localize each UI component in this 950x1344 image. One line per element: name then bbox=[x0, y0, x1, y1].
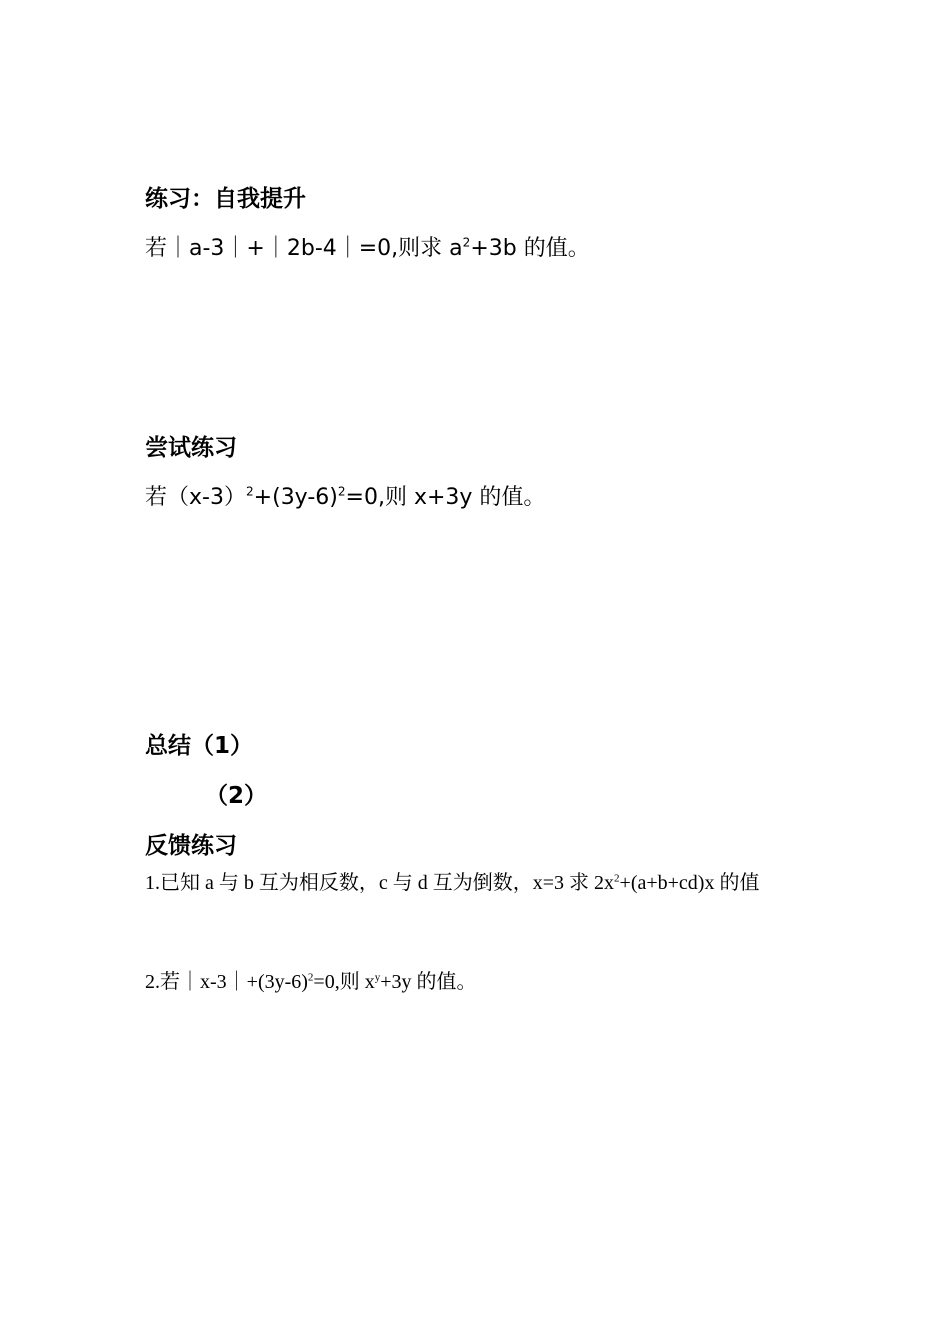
exponent: y bbox=[374, 971, 381, 984]
feedback-problem-1 bbox=[145, 873, 759, 893]
problem-text: +3b 的值。 bbox=[470, 236, 590, 261]
problem-text: 若（x-3） bbox=[145, 485, 246, 510]
section-title-self-improve: 练习：自我提升 bbox=[145, 186, 306, 212]
problem-text: 若｜a-3｜+｜2b-4｜=0,则求 a bbox=[145, 236, 463, 261]
exponent: 2 bbox=[245, 484, 254, 499]
section-title-feedback: 反馈练习 bbox=[145, 833, 237, 859]
problem-text: 1.已知 a 与 b 互为相反数，c 与 d 互为倒数，x=3 求 2x bbox=[145, 872, 615, 894]
problem-text: +(a+b+cd)x 的值 bbox=[619, 872, 760, 894]
exponent: 2 bbox=[307, 971, 314, 984]
exponent: 2 bbox=[462, 235, 471, 250]
problem-text: =0,则 x+3y 的值。 bbox=[345, 485, 546, 510]
problem-text: 2.若｜x-3｜+(3y-6) bbox=[145, 971, 308, 993]
problem-text: +3y 的值。 bbox=[380, 971, 477, 993]
exponent: 2 bbox=[614, 872, 620, 885]
problem-try-practice bbox=[145, 484, 546, 510]
feedback-problem-2 bbox=[145, 972, 476, 992]
problem-text: =0,则 x bbox=[313, 971, 375, 993]
section-title-try-practice: 尝试练习 bbox=[145, 435, 237, 461]
summary-line-1: 总结（1） bbox=[145, 733, 254, 759]
problem-self-improve bbox=[145, 235, 590, 261]
problem-text: +(3y-6) bbox=[253, 485, 338, 510]
summary-line-2: （2） bbox=[205, 783, 268, 809]
exponent: 2 bbox=[337, 484, 346, 499]
